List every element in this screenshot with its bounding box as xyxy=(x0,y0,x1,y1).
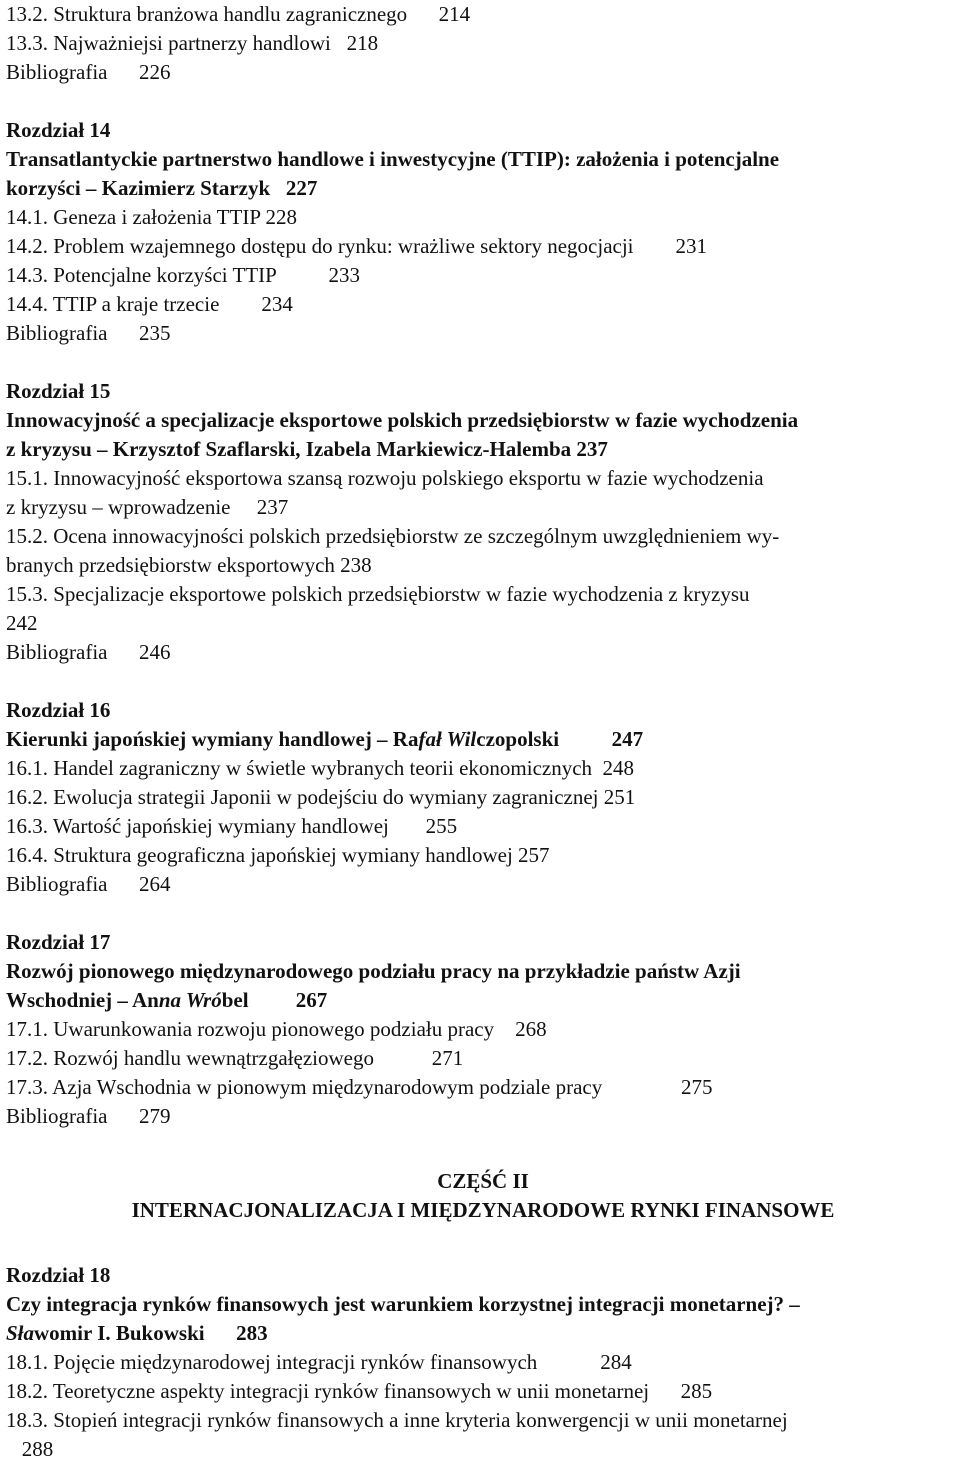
chapter-title-part: Wschodniej – An xyxy=(6,988,159,1012)
toc-entry: 13.3. Najważniejsi partnerzy handlowi 218 xyxy=(6,31,379,55)
toc-entry: 18.1. Pojęcie międzynarodowej integracji rynków finansowych 284 xyxy=(6,1350,632,1374)
part-label: CZĘŚĆ II xyxy=(437,1169,529,1193)
toc-entry: Bibliografia 226 xyxy=(6,60,171,84)
toc-entry: 14.4. TTIP a kraje trzecie 234 xyxy=(6,292,293,316)
toc-entry: 16.4. Struktura geograficzna japońskiej wymiany handlowej 257 xyxy=(6,843,550,867)
chapter-label: Rozdział 15 xyxy=(6,379,111,403)
chapter-label: Rozdział 16 xyxy=(6,698,111,722)
chapter-title: Czy integracja rynków finansowych jest warunkiem korzystnej integracji monetarnej? – xyxy=(6,1292,800,1316)
toc-entry: 18.3. Stopień integracji rynków finansowych a inne kryteria konwergencji w unii monetarnej xyxy=(6,1408,788,1432)
toc-entry: 288 xyxy=(6,1437,54,1461)
toc-entry: 17.2. Rozwój handlu wewnątrzgałęziowego 271 xyxy=(6,1046,464,1070)
chapter-label: Rozdział 14 xyxy=(6,118,111,142)
chapter-title: z kryzysu – Krzysztof Szaflarski, Izabela Markiewicz-Halemba 237 xyxy=(6,437,608,461)
toc-entry: 16.1. Handel zagraniczny w świetle wybranych teorii ekonomicznych 248 xyxy=(6,756,635,780)
chapter-title-italic: na Wró xyxy=(158,988,222,1012)
toc-entry: 14.1. Geneza i założenia TTIP 228 xyxy=(6,205,297,229)
chapter-title-part: womir I. Bukowski 283 xyxy=(34,1321,268,1345)
toc-entry: 17.1. Uwarunkowania rozwoju pionowego podziału pracy 268 xyxy=(6,1017,547,1041)
toc-entry: 13.2. Struktura branżowa handlu zagranicznego 214 xyxy=(6,2,471,26)
toc-entry: 14.3. Potencjalne korzyści TTIP 233 xyxy=(6,263,361,287)
chapter-title xyxy=(6,986,960,1015)
toc-entry: Bibliografia 279 xyxy=(6,1104,171,1128)
chapter-title-part: Kierunki japońskiej wymiany handlowej – Ra xyxy=(6,727,419,751)
chapter-title xyxy=(6,725,960,754)
part-title: INTERNACJONALIZACJA I MIĘDZYNARODOWE RYNKI FINANSOWE xyxy=(131,1198,835,1222)
chapter-title: Innowacyjność a specjalizacje eksportowe polskich przedsiębiorstw w fazie wychodzenia xyxy=(6,408,799,432)
chapter-title: Rozwój pionowego międzynarodowego podziału pracy na przykładzie państw Azji xyxy=(6,959,741,983)
chapter-label: Rozdział 17 xyxy=(6,930,111,954)
chapter-title-italic: Sła xyxy=(6,1321,35,1345)
toc-entry: 242 xyxy=(6,611,38,635)
chapter-title: Transatlantyckie partnerstwo handlowe i inwestycyjne (TTIP): założenia i potencjalne xyxy=(6,147,780,171)
toc-entry: z kryzysu – wprowadzenie 237 xyxy=(6,495,289,519)
toc-entry: Bibliografia 264 xyxy=(6,872,171,896)
toc-entry: 18.2. Teoretyczne aspekty integracji rynków finansowych w unii monetarnej 285 xyxy=(6,1379,713,1403)
chapter-label: Rozdział 18 xyxy=(6,1263,111,1287)
toc-entry: 15.3. Specjalizacje eksportowe polskich przedsiębiorstw w fazie wychodzenia z kryzysu xyxy=(6,582,750,606)
toc-entry: 16.3. Wartość japońskiej wymiany handlowej 255 xyxy=(6,814,458,838)
toc-entry: Bibliografia 235 xyxy=(6,321,171,345)
chapter-title xyxy=(6,1319,960,1348)
chapter-title-italic: fał Wil xyxy=(418,727,477,751)
chapter-title-part: czopolski 247 xyxy=(476,727,644,751)
toc-entry: 15.2. Ocena innowacyjności polskich przedsiębiorstw ze szczególnym uwzględnieniem wy- xyxy=(6,524,780,548)
toc-entry: 15.1. Innowacyjność eksportowa szansą rozwoju polskiego eksportu w fazie wychodzenia xyxy=(6,466,764,490)
toc-entry: 14.2. Problem wzajemnego dostępu do rynku: wrażliwe sektory negocjacji 231 xyxy=(6,234,707,258)
toc-entry: 16.2. Ewolucja strategii Japonii w podejściu do wymiany zagranicznej 251 xyxy=(6,785,636,809)
toc-entry: 17.3. Azja Wschodnia w pionowym międzynarodowym podziale pracy 275 xyxy=(6,1075,713,1099)
chapter-title-part: bel 267 xyxy=(221,988,328,1012)
toc-entry: branych przedsiębiorstw eksportowych 238 xyxy=(6,553,372,577)
chapter-title: korzyści – Kazimierz Starzyk 227 xyxy=(6,176,318,200)
toc-entry: Bibliografia 246 xyxy=(6,640,171,664)
